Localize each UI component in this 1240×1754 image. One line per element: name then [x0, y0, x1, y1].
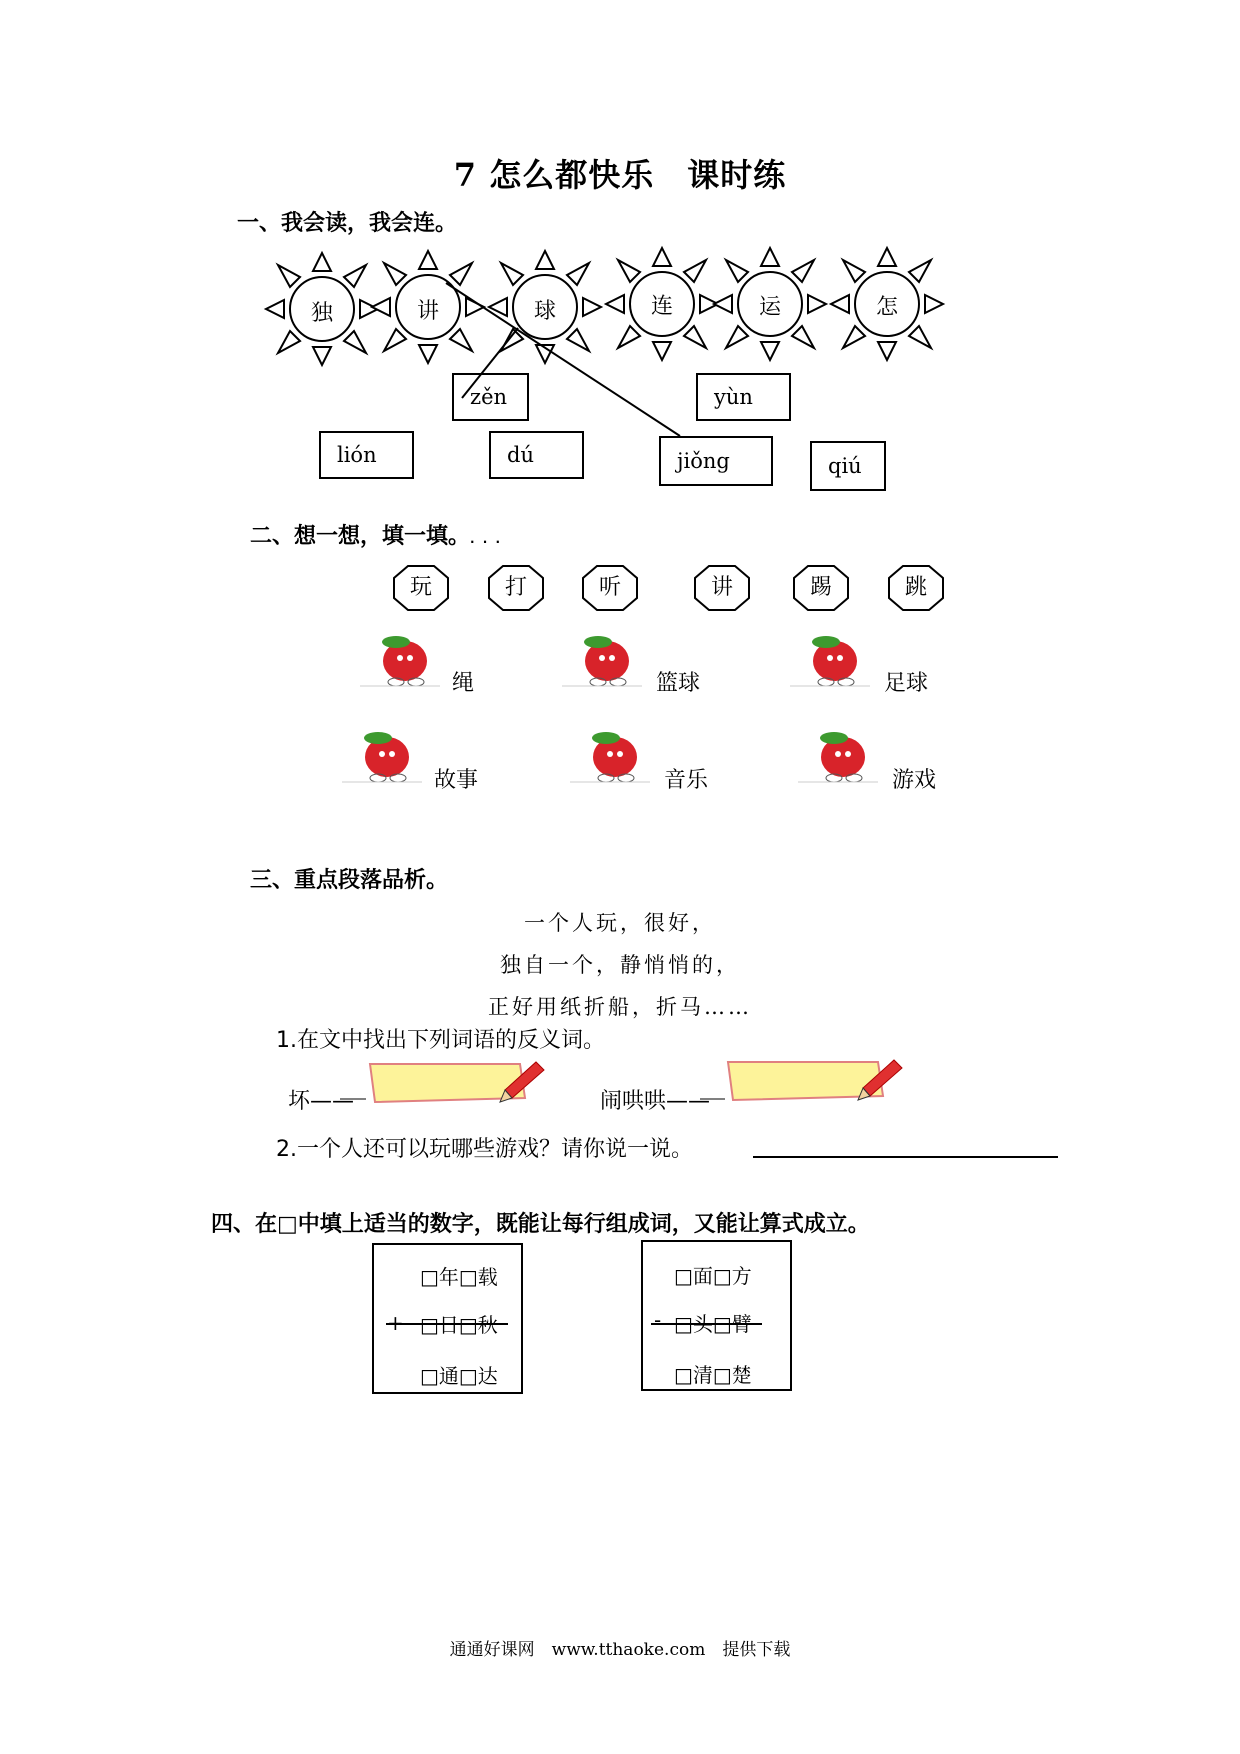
puzzle-row: □头□臂 — [674, 1312, 752, 1336]
pinyin-box: zěn — [452, 373, 529, 421]
sun-char: 运 — [758, 295, 781, 320]
verb-octagon: 听 — [598, 575, 621, 600]
poem-line: 独自一个，静悄悄的， — [500, 953, 740, 977]
puzzle-box-2 — [641, 1240, 792, 1391]
poem-line: 正好用纸折船，折马…… — [488, 995, 752, 1019]
pinyin-box: lión — [319, 431, 414, 479]
pinyin-box: dú — [489, 431, 584, 479]
puzzle-operator: - — [654, 1308, 662, 1332]
fill-word: 音乐 — [664, 768, 709, 793]
sun-char: 连 — [650, 294, 673, 319]
fill-word: 绳 — [452, 671, 475, 696]
note-2 — [728, 1060, 902, 1100]
apple-icon — [360, 628, 460, 688]
fill-word: 篮球 — [656, 671, 701, 696]
fill-word: 游戏 — [892, 768, 937, 793]
apple-icon — [790, 628, 890, 688]
question-2: 2.一个人还可以玩哪些游戏？请你说一说。 — [276, 1137, 693, 1162]
verb-octagon: 踢 — [809, 575, 832, 600]
puzzle-row: □通□达 — [420, 1364, 498, 1388]
verb-octagon: 打 — [504, 575, 527, 600]
section-1-heading: 一、我会读，我会连。 — [237, 211, 458, 236]
apple-icon — [798, 724, 898, 784]
antonym-prompt-1: 坏—— — [288, 1089, 355, 1114]
note-1 — [370, 1062, 544, 1102]
puzzle-operator: + — [387, 1311, 404, 1335]
puzzle-row: □清□楚 — [674, 1363, 752, 1387]
sun-char: 独 — [310, 301, 333, 326]
poem-line: 一个人玩，很好， — [524, 911, 716, 935]
puzzle-row: □面□方 — [674, 1264, 752, 1288]
verb-octagon: 玩 — [409, 575, 432, 600]
sun-char: 怎 — [875, 295, 898, 320]
sun-char: 球 — [533, 299, 556, 324]
question-1: 1.在文中找出下列词语的反义词。 — [276, 1028, 605, 1053]
pinyin-box: qiú — [810, 441, 886, 491]
sun-char: 讲 — [416, 299, 439, 324]
fill-word: 足球 — [884, 671, 929, 696]
footer: 通通好课网 www.tthaoke.com 提供下载 — [449, 1640, 791, 1660]
puzzle-box-1 — [372, 1243, 523, 1394]
puzzle-row: □年□载 — [420, 1265, 498, 1289]
apple-icon — [570, 724, 670, 784]
verb-octagon: 跳 — [904, 575, 927, 600]
antonym-prompt-2: 闹哄哄—— — [600, 1089, 711, 1114]
puzzle-row: □日□秋 — [420, 1313, 498, 1337]
pinyin-box: yùn — [696, 373, 791, 421]
section-4-heading: 四、在□中填上适当的数字，既能让每行组成词，又能让算式成立。 — [211, 1212, 870, 1237]
apple-icon — [342, 724, 442, 784]
fill-word: 故事 — [434, 768, 479, 793]
section-3-heading: 三、重点段落品析。 — [250, 868, 449, 893]
pinyin-box: jiǒng — [659, 436, 773, 486]
page-title: 7 怎么都快乐 课时练 — [453, 156, 787, 194]
verb-octagon: 讲 — [710, 575, 733, 600]
apple-icon — [562, 628, 662, 688]
section-2-heading: 二、想一想，填一填。. . . — [250, 524, 503, 549]
